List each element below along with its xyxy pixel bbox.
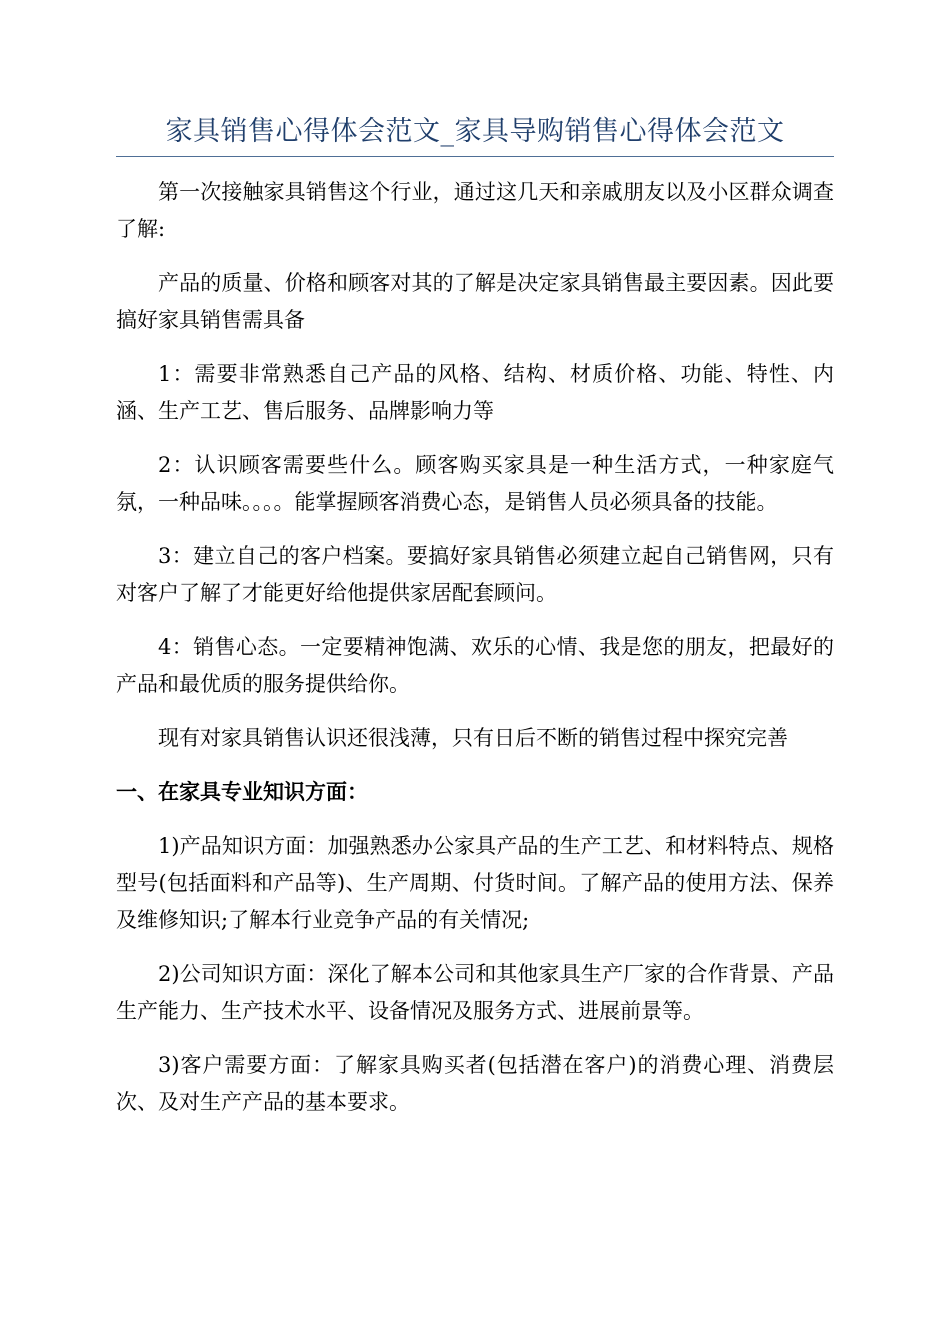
section-heading: 一、在家具专业知识方面： — [116, 780, 368, 804]
paragraph: 3：建立自己的客户档案。要搞好家具销售必须建立起自己销售网，只有对客户了解了才能更好给他提供家居配套顾问。 — [116, 544, 834, 605]
section-paragraph: 2)公司知识方面：深化了解本公司和其他家具生产厂家的合作背景、产品生产能力、生产技术水平、设备情况及服务方式、进展前景等。 — [116, 962, 834, 1023]
paragraph: 1：需要非常熟悉自己产品的风格、结构、材质价格、功能、特性、内涵、生产工艺、售后服务、品牌影响力等 — [116, 362, 834, 423]
title-block — [116, 112, 834, 157]
paragraph: 现有对家具销售认识还很浅薄，只有日后不断的销售过程中探究完善 — [158, 726, 788, 750]
document-body — [116, 174, 834, 1138]
page-title: 家具销售心得体会范文_家具导购销售心得体会范文 — [165, 116, 785, 147]
section-paragraph: 3)客户需要方面：了解家具购买者(包括潜在客户)的消费心理、消费层次、及对生产产品的基本要求。 — [116, 1053, 834, 1114]
section-paragraph: 1)产品知识方面：加强熟悉办公家具产品的生产工艺、和材料特点、规格型号(包括面料和产品等)、生产周期、付货时间。了解产品的使用方法、保养及维修知识;了解本行业竞争产品的有关情况; — [116, 834, 834, 932]
paragraph: 第一次接触家具销售这个行业，通过这几天和亲戚朋友以及小区群众调查了解: — [116, 180, 834, 241]
paragraph: 2：认识顾客需要些什么。顾客购买家具是一种生活方式，一种家庭气氛，一种品味。。。。能掌握顾客消费心态，是销售人员必须具备的技能。 — [116, 453, 834, 514]
paragraph: 产品的质量、价格和顾客对其的了解是决定家具销售最主要因素。因此要搞好家具销售需具备 — [116, 271, 834, 332]
paragraph: 4：销售心态。一定要精神饱满、欢乐的心情、我是您的朋友，把最好的产品和最优质的服务提供给你。 — [116, 635, 834, 696]
